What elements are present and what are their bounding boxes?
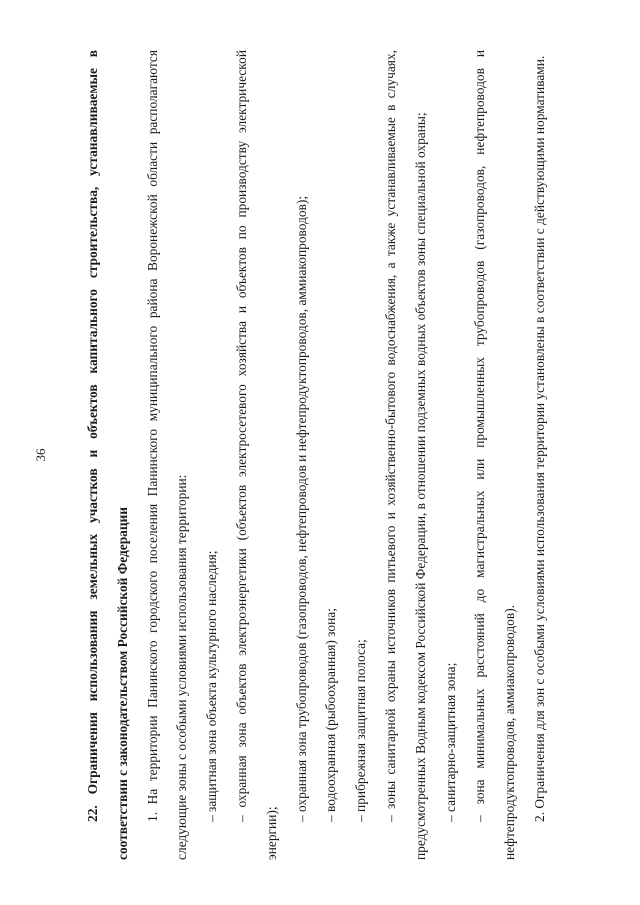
page-number: 36 [33, 448, 48, 462]
dash-marker: – [442, 815, 458, 822]
list-item-text: охранная зона трубопроводов (газопроводов, нефтепроводов и нефтепродуктопроводов, аммиакопроводов); [293, 195, 309, 812]
closing-paragraph: 2. Ограничения для зон с особыми условиями использования территории установлены в соответствии с действующими нормативами. [531, 55, 547, 822]
list-item-text: санитарно-защитная зона; [442, 662, 458, 812]
rotated-page [33, 50, 568, 860]
dash-marker: – [204, 815, 220, 822]
list-item [346, 50, 376, 860]
list-item [465, 50, 525, 860]
list-item-text: водоохранная (рыбоохранная) зона; [323, 608, 339, 812]
section-heading: 22. Ограничения использования земельных участков и объектов капитального строительства, устанавливаемые в соответствии с законодательством Российской Федерации [85, 50, 130, 860]
dash-marker: – [293, 815, 309, 822]
list-item-text: прибрежная защитная полоса; [353, 639, 369, 812]
dash-marker: – [472, 815, 488, 822]
list-item-text: зоны санитарной охраны источников питьевого и хозяйственно-бытового водоснабжения, а также устанавливаемые в случаях, предусмотренных Водным кодексом Российской Федерации, в отношении подземных водных объектов зоны специальной охраны; [382, 50, 428, 860]
list-item [197, 50, 227, 860]
dash-marker: – [323, 815, 339, 822]
dash-marker: – [233, 815, 249, 822]
list-item-text: охранная зона объектов электроэнергетики (объектов электросетевого хозяйства и объектов по производству электрической энергии); [233, 50, 279, 860]
dash-marker: – [353, 815, 369, 822]
list-item-text: защитная зона объекта культурного наследия; [204, 550, 220, 812]
list-item [287, 50, 317, 860]
list-item [316, 50, 346, 860]
dash-marker: – [382, 815, 398, 822]
list-item-text: зона минимальных расстояний до магистральных или промышленных трубопроводов (газопроводов, нефтепроводов и нефтепродуктопроводов, аммиакопроводов). [472, 50, 518, 860]
list-item [436, 50, 466, 860]
zones-list [197, 50, 525, 860]
list-item [227, 50, 287, 860]
list-item [376, 50, 436, 860]
intro-paragraph: 1. На территории Панинского городского поселения Панинского муниципального района Воронежской области располагаются следующие зоны с особыми условиями использования территории: [144, 50, 190, 860]
document-page [33, 50, 568, 860]
